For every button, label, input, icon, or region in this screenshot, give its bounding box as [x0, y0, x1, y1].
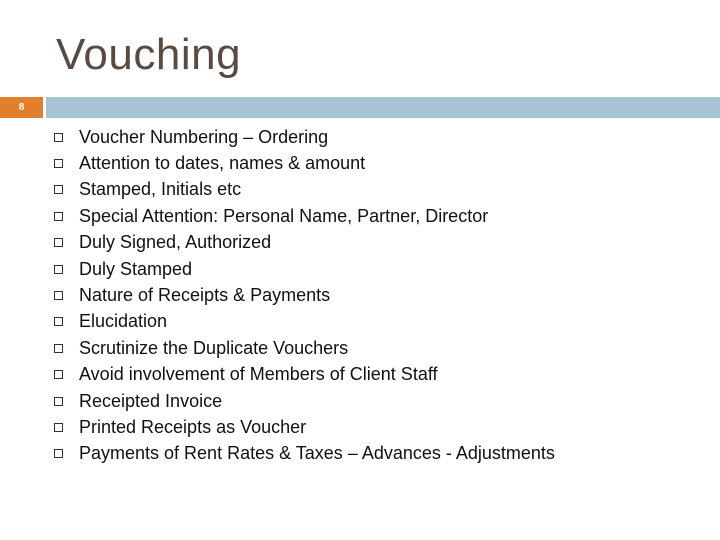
bullet-text: Attention to dates, names & amount: [79, 153, 366, 174]
bullet-text: Voucher Numbering – Ordering: [79, 126, 329, 147]
list-item: [54, 177, 555, 203]
square-bullet-icon: [54, 397, 63, 406]
square-bullet-icon: [54, 238, 63, 247]
slide-number: 8: [18, 102, 25, 113]
bullet-text: Nature of Receipts & Payments: [79, 285, 331, 306]
square-bullet-icon: [54, 265, 63, 274]
square-bullet-icon: [54, 159, 63, 168]
bullet-text: Printed Receipts as Voucher: [79, 416, 307, 437]
bullet-text: Scrutinize the Duplicate Vouchers: [79, 337, 349, 358]
bullet-text: Stamped, Initials etc: [79, 179, 242, 200]
square-bullet-icon: [54, 370, 63, 379]
list-item: [54, 335, 555, 361]
list-item: [54, 414, 555, 440]
title-rule-bar: [46, 97, 720, 118]
square-bullet-icon: [54, 423, 63, 432]
square-bullet-icon: [54, 344, 63, 353]
bullet-text: Avoid involvement of Members of Client Staff: [79, 364, 438, 385]
slide-title: Vouching: [56, 30, 242, 79]
bullet-text: Duly Signed, Authorized: [79, 232, 272, 253]
bullet-text: Special Attention: Personal Name, Partner, Director: [79, 205, 489, 226]
square-bullet-icon: [54, 291, 63, 300]
list-item: [54, 203, 555, 229]
list-item: [54, 362, 555, 388]
bullet-text: Payments of Rent Rates & Taxes – Advances - Adjustments: [79, 443, 555, 464]
list-item: [54, 230, 555, 256]
list-item: [54, 388, 555, 414]
bullet-text: Elucidation: [79, 311, 168, 332]
square-bullet-icon: [54, 133, 63, 142]
bullet-text: Receipted Invoice: [79, 390, 223, 411]
list-item: [54, 441, 555, 467]
slide-number-badge: [0, 97, 43, 118]
square-bullet-icon: [54, 185, 63, 194]
square-bullet-icon: [54, 449, 63, 458]
square-bullet-icon: [54, 212, 63, 221]
list-item: [54, 150, 555, 176]
list-item: [54, 282, 555, 308]
bullet-text: Duly Stamped: [79, 258, 193, 279]
list-item: [54, 124, 555, 150]
list-item: [54, 309, 555, 335]
bullet-list: [54, 124, 555, 467]
square-bullet-icon: [54, 317, 63, 326]
list-item: [54, 256, 555, 282]
